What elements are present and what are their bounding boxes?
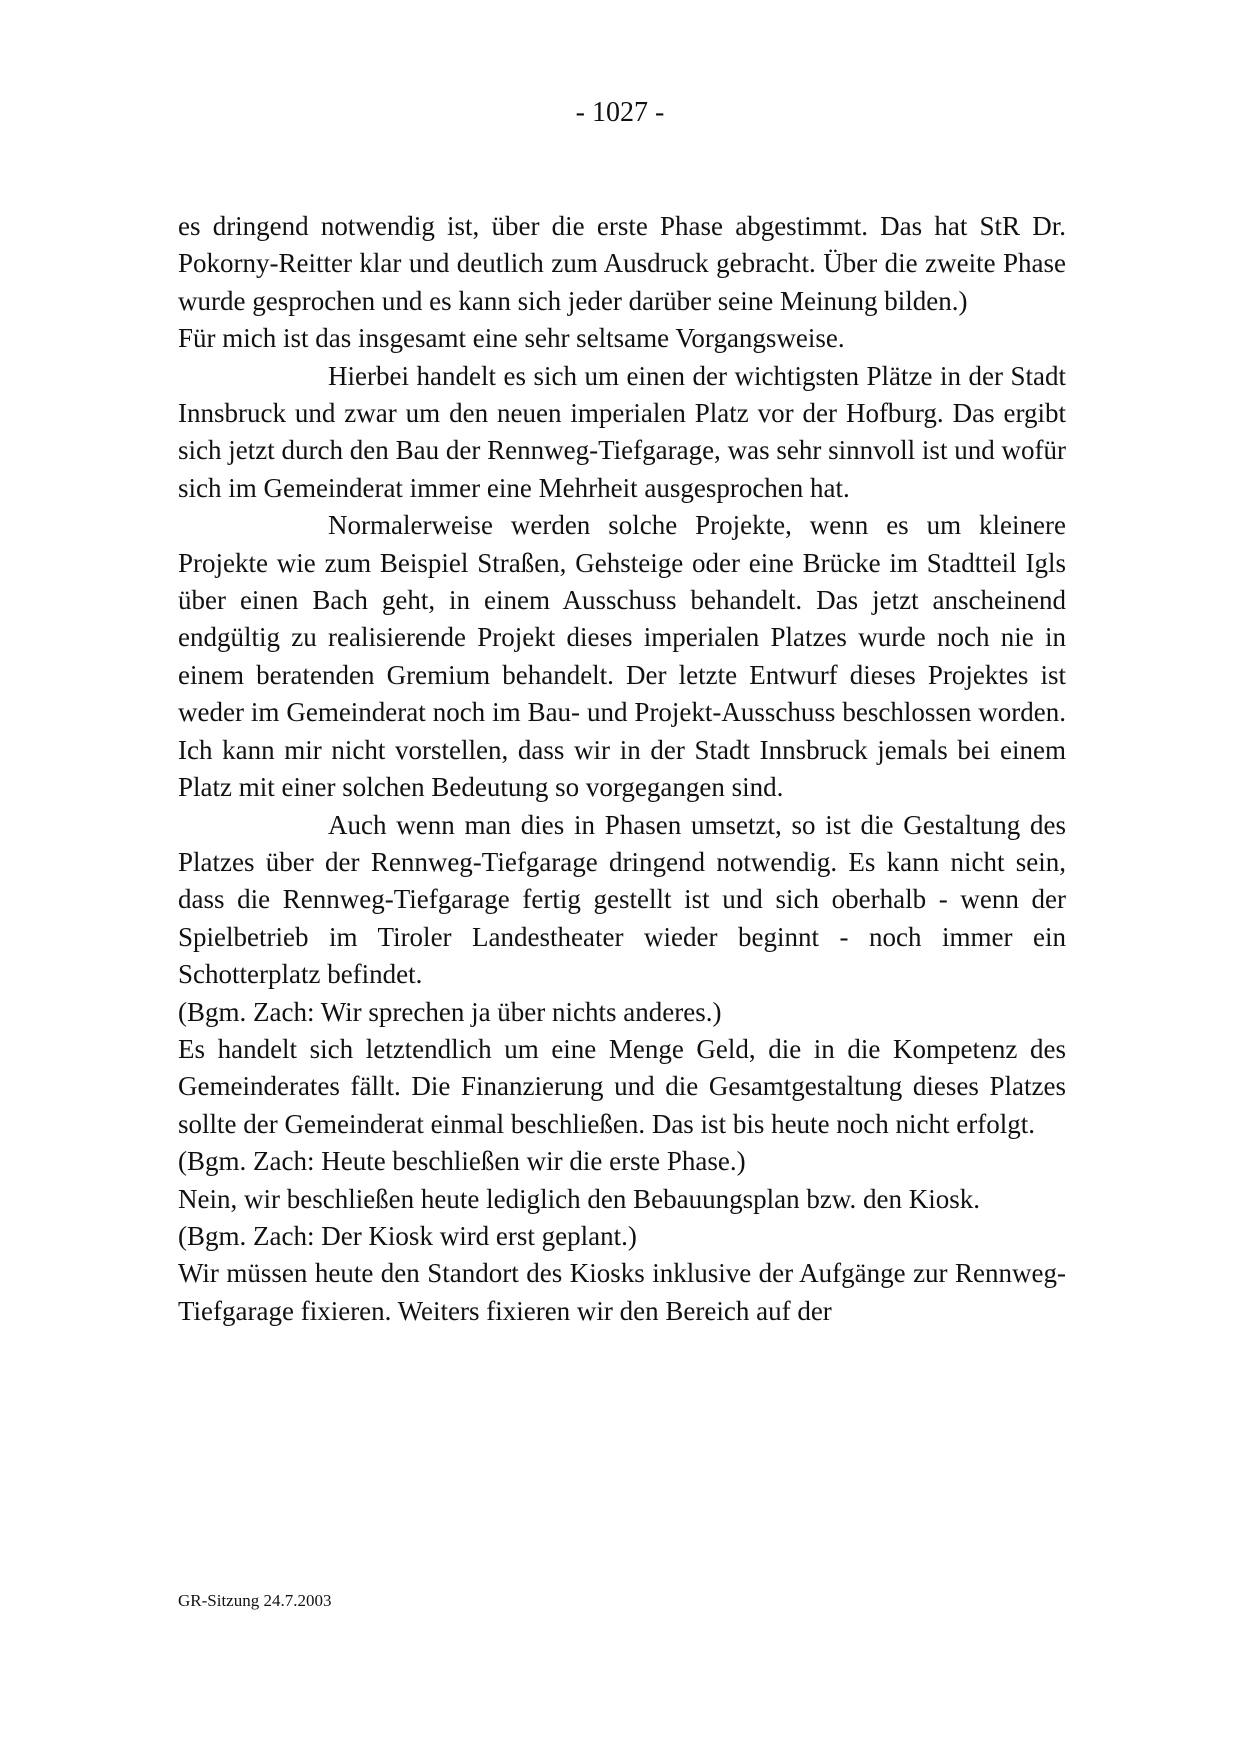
page-number: - 1027 - [575, 97, 665, 128]
paragraph-4: Normalerweise werden solche Projekte, wenn es um kleinere Projekte wie zum Beispiel Straßen, Gehsteige oder eine Brücke im Stadtteil Igls über einen Bach geht, in einem Ausschuss behandelt. Das jetzt anscheinend endgültig zu realisierende Projekt dieses imperialen Platzes wurde noch nie in einem beratenden Gremium behandelt. Der letzte Entwurf dieses Projektes ist weder im Gemeinderat noch im Bau- und Projekt-Ausschuss beschlossen worden. Ich kann mir nicht vorstellen, dass wir in der Stadt Innsbruck jemals bei einem Platz mit einer solchen Bedeutung so vorgegangen sind. [178, 510, 1066, 803]
document-body [178, 208, 1066, 1330]
paragraph-5: Auch wenn man dies in Phasen umsetzt, so ist die Gestaltung des Platzes über der Rennweg-Tiefgarage dringend notwendig. Es kann nicht sein, dass die Rennweg-Tiefgarage fertig gestellt ist und sich oberhalb - wenn der Spielbetrieb im Tiroler Landestheater wieder beginnt - noch immer ein Schotterplatz befindet. [178, 809, 1066, 990]
interjection-1: (Bgm. Zach: Wir sprechen ja über nichts anderes.) [178, 996, 722, 1027]
paragraph-8: Wir müssen heute den Standort des Kiosks inklusive der Aufgänge zur Rennweg-Tiefgarage fixieren. Weiters fixieren wir den Bereich auf der [178, 1258, 1066, 1326]
paragraph-2: Für mich ist das insgesamt eine sehr seltsame Vorgangsweise. [178, 323, 845, 354]
footer-session-date: GR-Sitzung 24.7.2003 [178, 1591, 332, 1610]
paragraph-6: Es handelt sich letztendlich um eine Menge Geld, die in die Kompetenz des Gemeinderates fällt. Die Finanzierung und die Gesamtgestaltung dieses Platzes sollte der Gemeinderat einmal beschließen. Das ist bis heute noch nicht erfolgt. [178, 1033, 1066, 1139]
interjection-2: (Bgm. Zach: Heute beschließen wir die erste Phase.) [178, 1146, 746, 1177]
paragraph-7: Nein, wir beschließen heute lediglich den Bebauungsplan bzw. den Kiosk. [178, 1183, 981, 1214]
paragraph-1: es dringend notwendig ist, über die erste Phase abgestimmt. Das hat StR Dr. Pokorny-Reitter klar und deutlich zum Ausdruck gebracht. Über die zweite Phase wurde gesprochen und es kann sich jeder darüber seine Meinung bilden.) [178, 211, 1066, 316]
paragraph-3: Hierbei handelt es sich um einen der wichtigsten Plätze in der Stadt Innsbruck und zwar um den neuen imperialen Platz vor der Hofburg. Das ergibt sich jetzt durch den Bau der Rennweg-Tiefgarage, was sehr sinnvoll ist und wofür sich im Gemeinderat immer eine Mehrheit ausgesprochen hat. [178, 360, 1066, 503]
interjection-3: (Bgm. Zach: Der Kiosk wird erst geplant.) [178, 1220, 637, 1251]
